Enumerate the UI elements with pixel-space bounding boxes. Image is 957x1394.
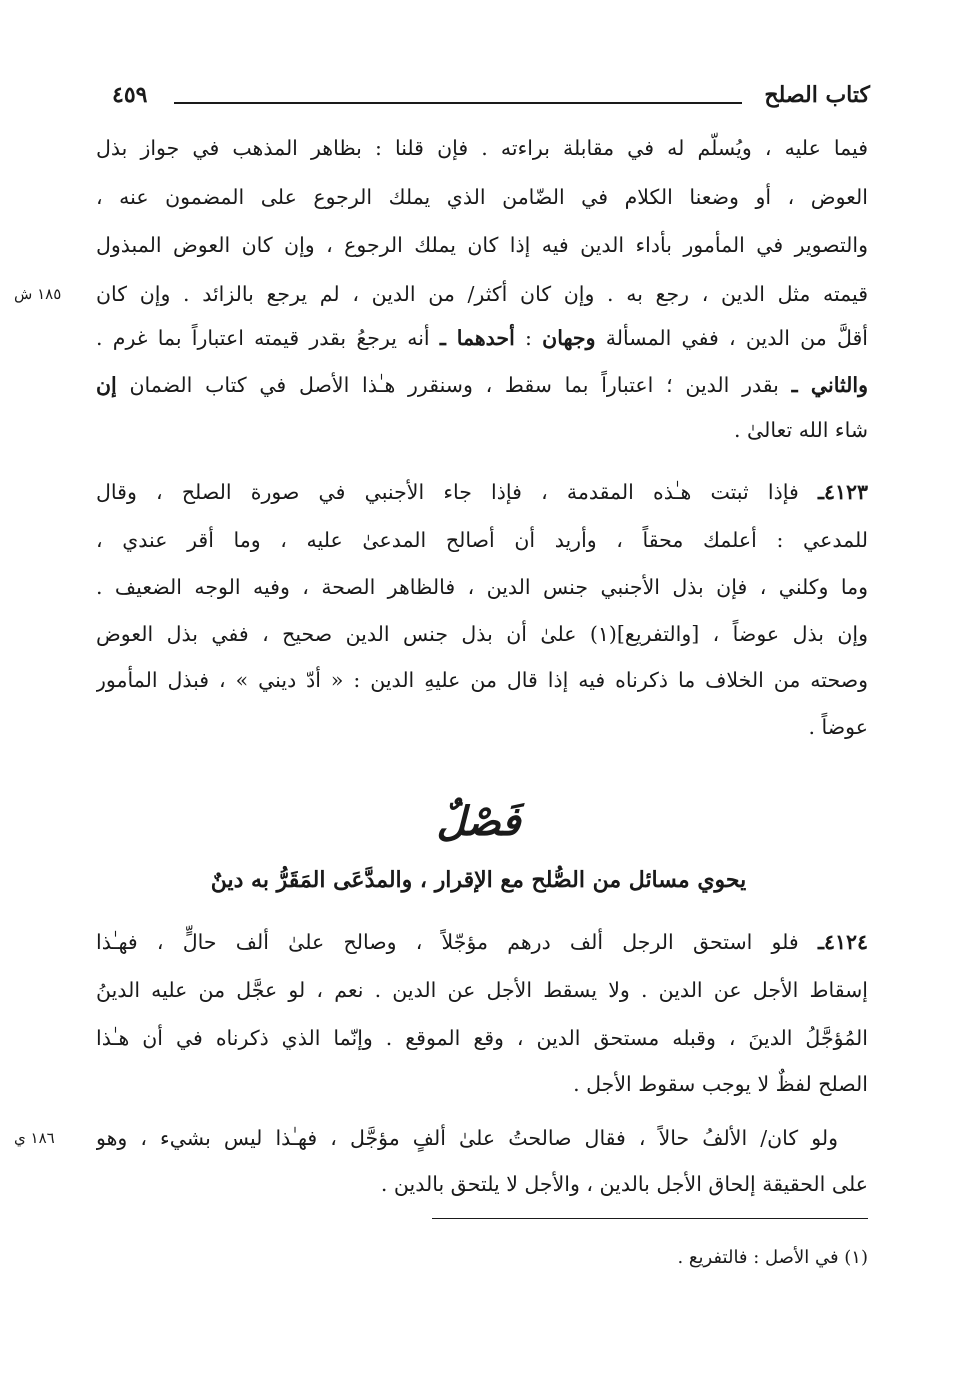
text-line	[96, 318, 868, 358]
text-line: على الحقيقة إلحاق الأجل بالدين ، والأجل لا يلتحق بالدين .	[380, 1172, 868, 1196]
footnote: (١) في الأصل : فالتفريع .	[677, 1247, 868, 1268]
bold-run: أحدهما ـ	[439, 326, 515, 350]
text-line: وما وكلني ، فإن بذل الأجنبي جنس الدين ، فالظاهر الصحة ، وفيه الوجه الضعيف .	[96, 575, 868, 599]
text-run: :	[514, 326, 543, 350]
text-line: وصحته من الخلاف ما ذكرناه فيه إذا قال من عليهِ الدين : « أدّ ديني » ، فبذل المأمور	[96, 668, 868, 692]
text-run: بقدر الدين ؛ اعتباراً بما سقط ، وسنقرر هـٰذا الأصل في كتاب الضمان	[116, 373, 792, 397]
paragraph-number: ٤١٢٤ـ	[817, 930, 868, 954]
margin-note: ١٨٦ ي	[14, 1129, 55, 1147]
text-line	[96, 922, 868, 962]
text-line	[96, 472, 868, 512]
text-line: العوض ، أو وضعنا الكلام في الضّامن الذي يملك الرجوع على المضمون عنه ،	[96, 185, 868, 209]
text-run: فإذا ثبتت هـٰذه المقدمة ، فإذا جاء الأجنبي في صورة الصلح ، وقال	[96, 480, 818, 504]
paragraph-number: ٤١٢٣ـ	[817, 480, 868, 504]
text-line: فيما عليه ، ويُسلّم له في مقابلة براءته . فإن قلنا : بظاهر المذهب في جواز بذل	[96, 136, 868, 160]
bold-run: إن	[96, 373, 117, 397]
page-number: ٤٥٩	[112, 82, 148, 108]
bold-run: وجهان	[542, 326, 596, 350]
section-title: يحوي مسائل من الصُّلح مع الإقرار ، والمدَّعَى المَقَرُّ به دينٌ	[210, 867, 747, 893]
text-line: الصلح لفظٌ لا يوجب سقوط الأجل .	[573, 1072, 868, 1096]
footnote-rule	[432, 1218, 868, 1219]
text-line	[96, 365, 868, 405]
text-line: قيمته مثل الدين ، رجع به . وإن كان أكثر/ من الدين ، لم يرجع بالزائد . وإن كان	[96, 282, 868, 306]
text-line: وإن بذل عوضاً ، [والتفريع](١) علىٰ أن بذل جنس الدين صحيح ، ففي بذل العوض	[96, 622, 868, 646]
text-line: المُؤجَّلُ الدينَ ، وقبله مستحق الدين ، وقع الموقع . وإنّما الذي ذكرناه في أن هـٰذا	[96, 1026, 868, 1050]
book-title: كتاب الصلح	[764, 82, 870, 108]
text-line: عوضاً .	[808, 715, 868, 739]
margin-note: ١٨٥ ش	[14, 285, 62, 303]
section-ornament-heading: فَصْلٌ	[436, 798, 521, 845]
text-line: إسقاط الأجل عن الدين . ولا يسقط الأجل عن الدين . نعم ، لو عجَّل من عليه الدينُ	[96, 978, 868, 1002]
text-line: للمدعي : أعلمك محقاً ، وأريد أن أصالح المدعىٰ عليه ، وما أقر عندي ،	[96, 528, 868, 552]
text-line: شاء الله تعالىٰ .	[733, 418, 868, 442]
text-run: أنه يرجعُ بقدر قيمته اعتباراً بما غرم .	[96, 326, 440, 350]
text-run: فلو استحق الرجل ألف درهم مؤجّلاً ، وصالح علىٰ ألف حالٍّ ، فهـٰذا	[96, 930, 818, 954]
header-rule	[174, 102, 742, 104]
text-line: ولو كان/ الألفُ حالاً ، فقال صالحتُ علىٰ ألفٍ مؤجَّل ، فهـٰذا ليس بشيء ، وهو	[96, 1126, 838, 1150]
text-run: أقلَّ من الدين ، ففي المسألة	[595, 326, 868, 350]
running-header	[112, 78, 870, 122]
text-line: والتصوير في المأمور بأداء الدين فيه إذا كان يملك الرجوع ، وإن كان العوض المبذول	[96, 233, 868, 257]
bold-run: والثاني ـ	[791, 373, 868, 397]
